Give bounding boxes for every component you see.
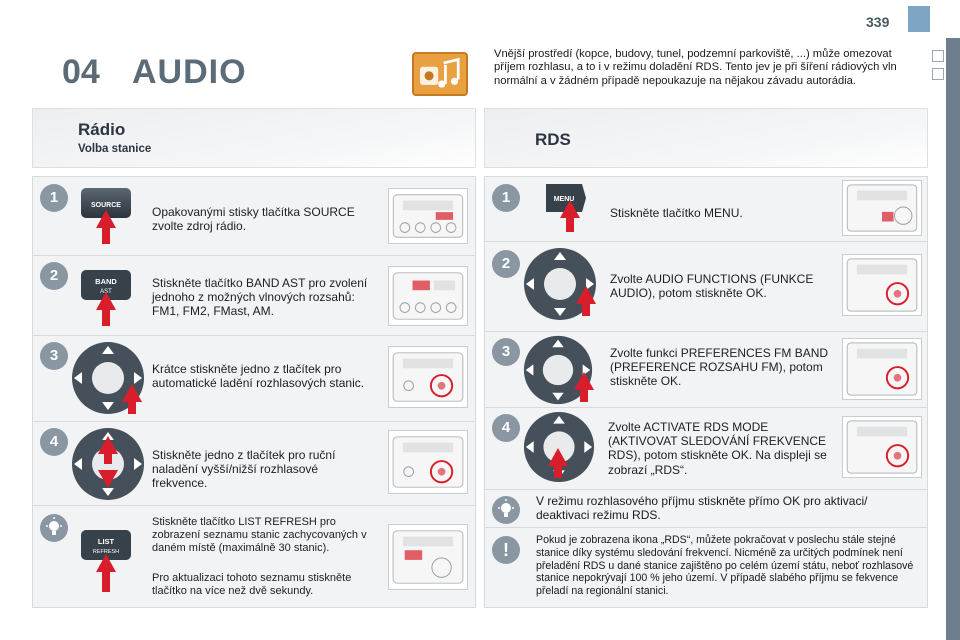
radio-unit-illustration bbox=[388, 346, 468, 408]
press-arrow-stem bbox=[128, 400, 136, 414]
rds-title: RDS bbox=[535, 130, 571, 149]
press-arrow-down-icon bbox=[98, 470, 118, 488]
reception-notice: Vnější prostředí (kopce, budovy, tunel, podzemní parkoviště, ...) může omezovat příjem rozhlasu, a to i v režimu doladění RDS. Tento jev je při šíření rádiových vln normální a v žádném případě nepoukazuje na nějakou závadu autorádia. bbox=[494, 48, 897, 87]
press-arrow-stem bbox=[580, 388, 588, 402]
rds-step-3-text: Zvolte funkci PREFERENCES FM BAND (PREFERENCE ROZSAHU FM), potom stiskněte OK. bbox=[610, 346, 829, 389]
press-arrow-icon bbox=[96, 210, 116, 228]
radio-step-4-text: Stiskněte jedno z tlačítek pro ruční naladění vyšší/nižší rozhlasové frekvence. bbox=[152, 448, 336, 491]
radio-title: Rádio bbox=[78, 120, 126, 139]
radio-unit-illustration bbox=[842, 416, 922, 478]
section-tab bbox=[908, 6, 930, 32]
step-number-badge: 4 bbox=[492, 414, 520, 442]
step-number-badge: 1 bbox=[492, 184, 520, 212]
press-arrow-stem bbox=[554, 464, 562, 478]
radio-unit-illustration bbox=[842, 180, 922, 236]
radio-step-2-text: Stiskněte tlačítko BAND AST pro zvolení jednoho z možných vlnových rozsahů: FM1, FM2, FMast, AM. bbox=[152, 276, 368, 319]
radio-subtitle: Volba stanice bbox=[78, 143, 152, 155]
rds-step-2-text: Zvolte AUDIO FUNCTIONS (FUNKCE AUDIO), potom stiskněte OK. bbox=[610, 272, 814, 301]
press-arrow-stem bbox=[102, 228, 110, 244]
step-number-badge: 2 bbox=[40, 262, 68, 290]
step-number-badge: 4 bbox=[40, 428, 68, 456]
tip-bulb-icon bbox=[40, 514, 68, 542]
press-arrow-stem bbox=[582, 302, 590, 316]
svg-text:AST: AST bbox=[100, 289, 112, 295]
step-number-badge: 3 bbox=[492, 338, 520, 366]
radio-tip-text-1: Stiskněte tlačítko LIST REFRESH pro zobrazení seznamu stanic zachycovaných v daném místě (maximálně 30 stanic). bbox=[152, 516, 367, 555]
warning-exclamation-icon: ! bbox=[492, 536, 520, 564]
audio-chapter-icon bbox=[412, 52, 468, 96]
rds-step-1-text: Stiskněte tlačítko MENU. bbox=[610, 206, 743, 220]
page-sidebar bbox=[946, 38, 960, 640]
press-arrow-stem bbox=[102, 570, 110, 592]
chapter-title: AUDIO bbox=[132, 53, 247, 91]
radio-step-3-text: Krátce stiskněte jedno z tlačítek pro automatické ladění rozhlasových stanic. bbox=[152, 362, 365, 391]
radio-tip-text-2: Pro aktualizaci tohoto seznamu stiskněte tlačítko na více než dvě sekundy. bbox=[152, 572, 352, 598]
step-number-badge: 1 bbox=[40, 184, 68, 212]
press-arrow-stem bbox=[102, 310, 110, 326]
tip-bulb-icon bbox=[492, 496, 520, 524]
svg-text:BAND: BAND bbox=[95, 277, 117, 286]
radio-unit-illustration bbox=[388, 524, 468, 590]
step-number-badge: 2 bbox=[492, 250, 520, 278]
svg-text:SOURCE: SOURCE bbox=[91, 202, 121, 209]
svg-text:MENU: MENU bbox=[553, 196, 575, 203]
press-arrow-stem bbox=[566, 216, 574, 232]
radio-unit-illustration bbox=[388, 266, 468, 326]
tab-marker bbox=[932, 68, 944, 80]
step-number-badge: 3 bbox=[40, 342, 68, 370]
rds-warning-text: Pokud je zobrazena ikona „RDS“, můžete pokračovat v poslechu stále stejné stanice díky systému sledování frekvencí. Nicméně za určitých podmínek není přeladění RDS u dané stanice zajištěno po celém území státu, neboť rozhlasové stanice nepokrývají 100 % jeho území. V případě slabého příjmu se fekvence přeladí na regionální stanici. bbox=[536, 534, 914, 598]
radio-unit-illustration bbox=[842, 254, 922, 316]
radio-step-1-text: Opakovanými stisky tlačítka SOURCE zvolte zdroj rádio. bbox=[152, 205, 355, 234]
rds-tip-text: V režimu rozhlasového příjmu stiskněte přímo OK pro aktivaci/ deaktivaci režimu RDS. bbox=[536, 494, 868, 523]
tab-marker bbox=[932, 50, 944, 62]
rds-step-4-text: Zvolte ACTIVATE RDS MODE (AKTIVOVAT SLEDOVÁNÍ FREKVENCE RDS), potom stiskněte OK. Na displeji se zobrazí „RDS“. bbox=[608, 420, 827, 477]
press-arrow-icon bbox=[96, 292, 116, 310]
radio-unit-illustration bbox=[388, 188, 468, 244]
chapter-number: 04 bbox=[62, 53, 100, 91]
svg-text:REFRESH: REFRESH bbox=[92, 549, 120, 555]
radio-unit-illustration bbox=[388, 430, 468, 494]
press-arrow-stem bbox=[104, 452, 112, 464]
svg-text:LIST: LIST bbox=[97, 537, 115, 546]
radio-unit-illustration bbox=[842, 338, 922, 400]
page-number: 339 bbox=[866, 14, 890, 30]
